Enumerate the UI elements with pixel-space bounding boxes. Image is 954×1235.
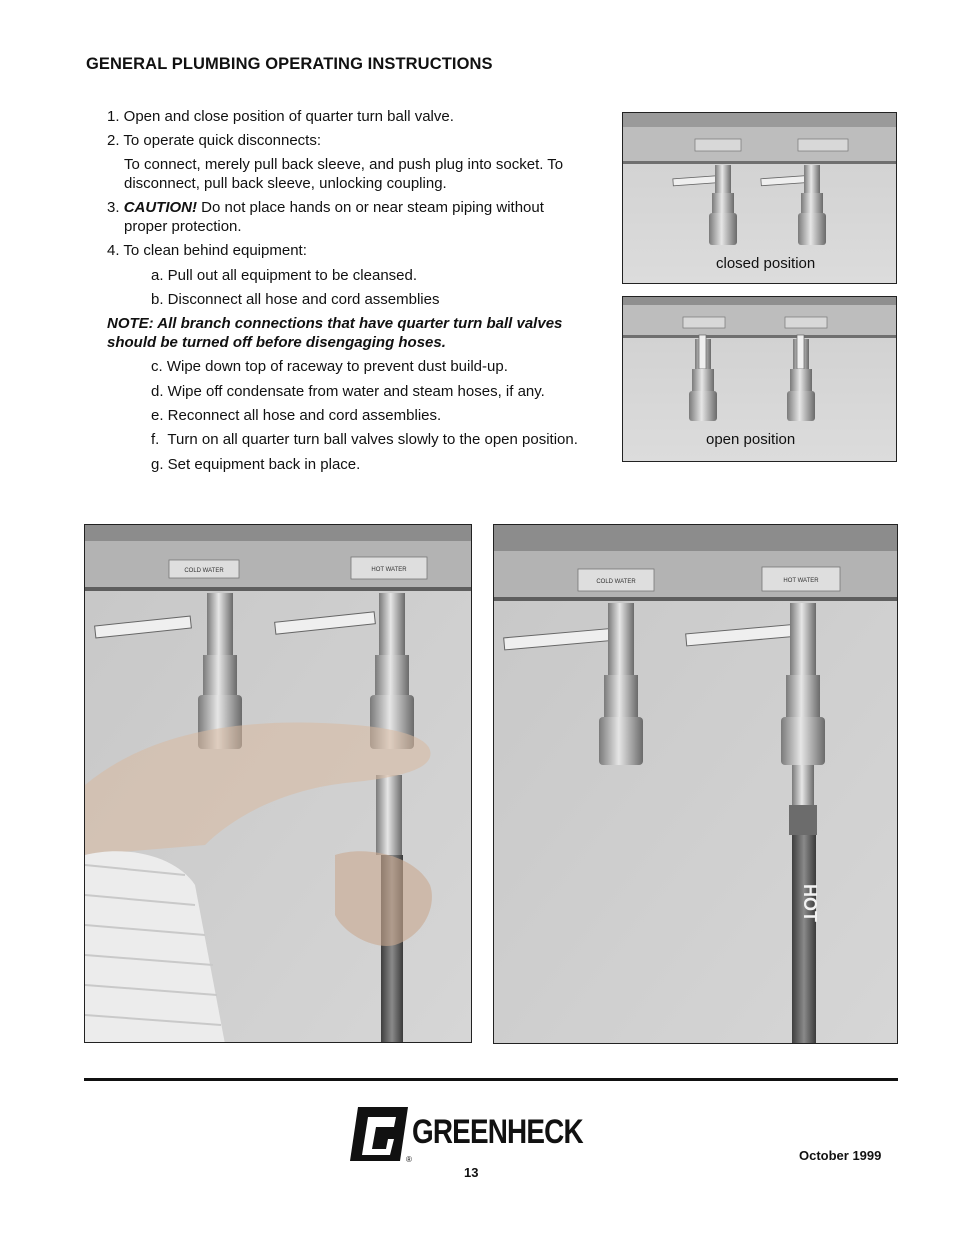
hot-water-sign: HOT WATER [371,567,407,573]
publication-date: October 1999 [799,1148,882,1163]
cold-water-sign-2: COLD WATER [596,579,636,585]
step-4e: e. Reconnect all hose and cord assemblies. [151,407,442,424]
caution-label: CAUTION! [123,199,198,216]
closed-position-photo [622,112,897,284]
step-4d: d. Wipe off condensate from water and steam hoses, if any. [151,383,545,400]
open-position-caption: open position [706,431,796,448]
step-3-line-2: proper protection. [124,218,242,235]
closed-position-caption: closed position [716,255,816,272]
step-4b: b. Disconnect all hose and cord assemblies [151,291,440,308]
hands-connecting-illustration [85,525,472,1043]
step-4f: f. Turn on all quarter turn ball valves slowly to the open position. [151,431,578,448]
step-3 [107,198,544,217]
step-3-text: Do not place hands on or near steam piping without [197,199,544,216]
greenheck-logo [348,1105,618,1167]
page-heading: GENERAL PLUMBING OPERATING INSTRUCTIONS [86,55,493,73]
step-4: 4. To clean behind equipment: [107,242,307,259]
cold-water-sign: COLD WATER [184,568,224,574]
greenheck-g-mark-icon [348,1105,410,1163]
step-2-detail-line-2: disconnect, pull back sleeve, unlocking coupling. [124,175,447,192]
hose-label: HOT [800,884,820,922]
step-2: 2. To operate quick disconnects: [107,132,322,149]
connecting-hose-photo [84,524,472,1043]
open-position-photo [622,296,897,462]
hose-connected-photo [493,524,898,1044]
note-line-1: NOTE: All branch connections that have quarter turn ball valves [107,315,563,332]
connected-hose-illustration [494,525,898,1044]
step-2-detail-line-1: To connect, merely pull back sleeve, and push plug into socket. To [124,156,564,173]
step-4g: g. Set equipment back in place. [151,456,361,473]
note-line-2: should be turned off before disengaging hoses. [107,334,446,351]
registered-mark: ® [406,1155,412,1164]
step-4c: c. Wipe down top of raceway to prevent dust build-up. [151,358,508,375]
footer-rule [84,1078,898,1081]
step-3-number: 3. [107,199,120,216]
step-4a: a. Pull out all equipment to be cleansed. [151,267,418,284]
hot-water-sign-2: HOT WATER [783,578,819,584]
page-number: 13 [464,1165,479,1180]
step-1: 1. Open and close position of quarter turn ball valve. [107,108,454,125]
greenheck-wordmark: GREENHECK [412,1113,583,1151]
